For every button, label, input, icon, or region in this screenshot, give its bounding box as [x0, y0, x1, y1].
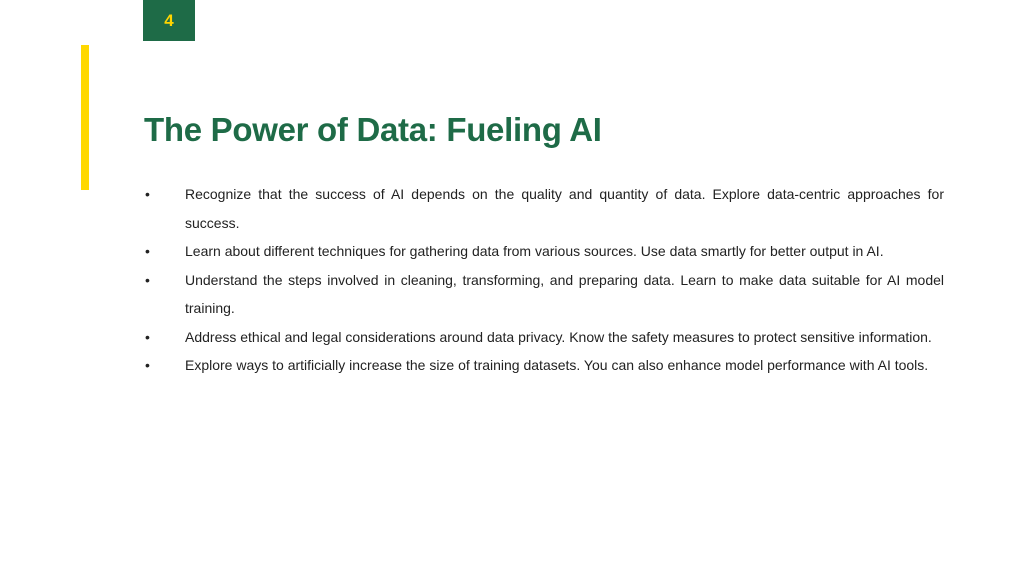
bullet-marker: • — [145, 186, 150, 202]
bullet-marker: • — [145, 271, 150, 288]
bullet-item — [144, 266, 944, 323]
bullet-marker: • — [145, 328, 150, 345]
accent-bar — [81, 45, 89, 190]
bullet-text: Address ethical and legal considerations around data privacy. Know the safety measures to protect sensitive information. — [185, 328, 932, 345]
bullet-marker: • — [145, 357, 150, 373]
slide-number-badge — [143, 0, 195, 41]
bullet-text: Understand the steps involved in cleaning, transforming, and preparing data. Learn to make data suitable for AI model training. — [185, 271, 944, 316]
slide-number: 4 — [164, 11, 174, 30]
slide-title: The Power of Data: Fueling AI — [144, 111, 602, 148]
bullet-text: Learn about different techniques for gathering data from various sources. Use data smartly for better output in AI. — [185, 243, 884, 259]
bullet-item — [144, 180, 944, 237]
bullet-text: Explore ways to artificially increase the size of training datasets. You can also enhance model performance with AI tools. — [185, 357, 929, 373]
bullet-list — [144, 180, 944, 380]
bullet-item — [144, 351, 944, 380]
bullet-marker: • — [145, 243, 150, 259]
bullet-text: Recognize that the success of AI depends on the quality and quantity of data. Explore data-centric approaches for success. — [185, 186, 944, 231]
bullet-item — [144, 237, 944, 266]
bullet-item — [144, 323, 944, 352]
